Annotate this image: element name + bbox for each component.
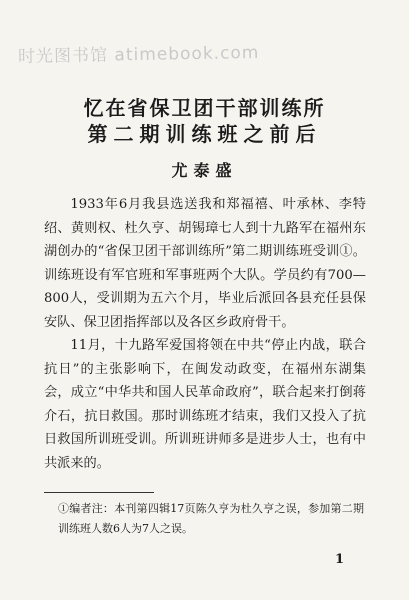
watermark: 时光图书馆 atimebook.com (17, 42, 260, 68)
page-number: 1 (335, 552, 345, 567)
title-line-1: 忆在省保卫团干部训练所 (83, 96, 326, 120)
title-line-2: 第二期训练班之前后 (87, 122, 322, 146)
paragraph-2: 11月，十九路军爱国将领在中共“停止内战，联合抗日”的主张影响下，在闽发动政变，在福州东湖集会，成立“中华共和国人民革命政府”，联合起来打倒蒋介石，抗日救国。那时训练班才结束，我们又投入了抗日救国所训班受训。所训班讲师多是进步人士，也有中共派来的。 (44, 338, 366, 471)
body-text (44, 193, 366, 475)
footnote: ①编者注：本刊第四辑17页陈久亨为杜久亨之误，参加第二期训练班人数6人为7人之误。 (58, 502, 364, 535)
footnote-divider (44, 492, 154, 493)
paragraph-1: 1933年6月我县选送我和郑福禧、叶承林、李特绍、黄则权、杜久亨、胡锡璋七人到十九路军在福州东湖创办的“省保卫团干部训练所”第二期训练班受训①。训练班设有军官班和军事班两个大队。学员约有700—800人，受训期为五六个月，毕业后派回各县充任县保安队、保卫团指挥部以及各区乡政府骨干。 (44, 197, 366, 330)
author: 尤泰盛 (171, 161, 238, 180)
